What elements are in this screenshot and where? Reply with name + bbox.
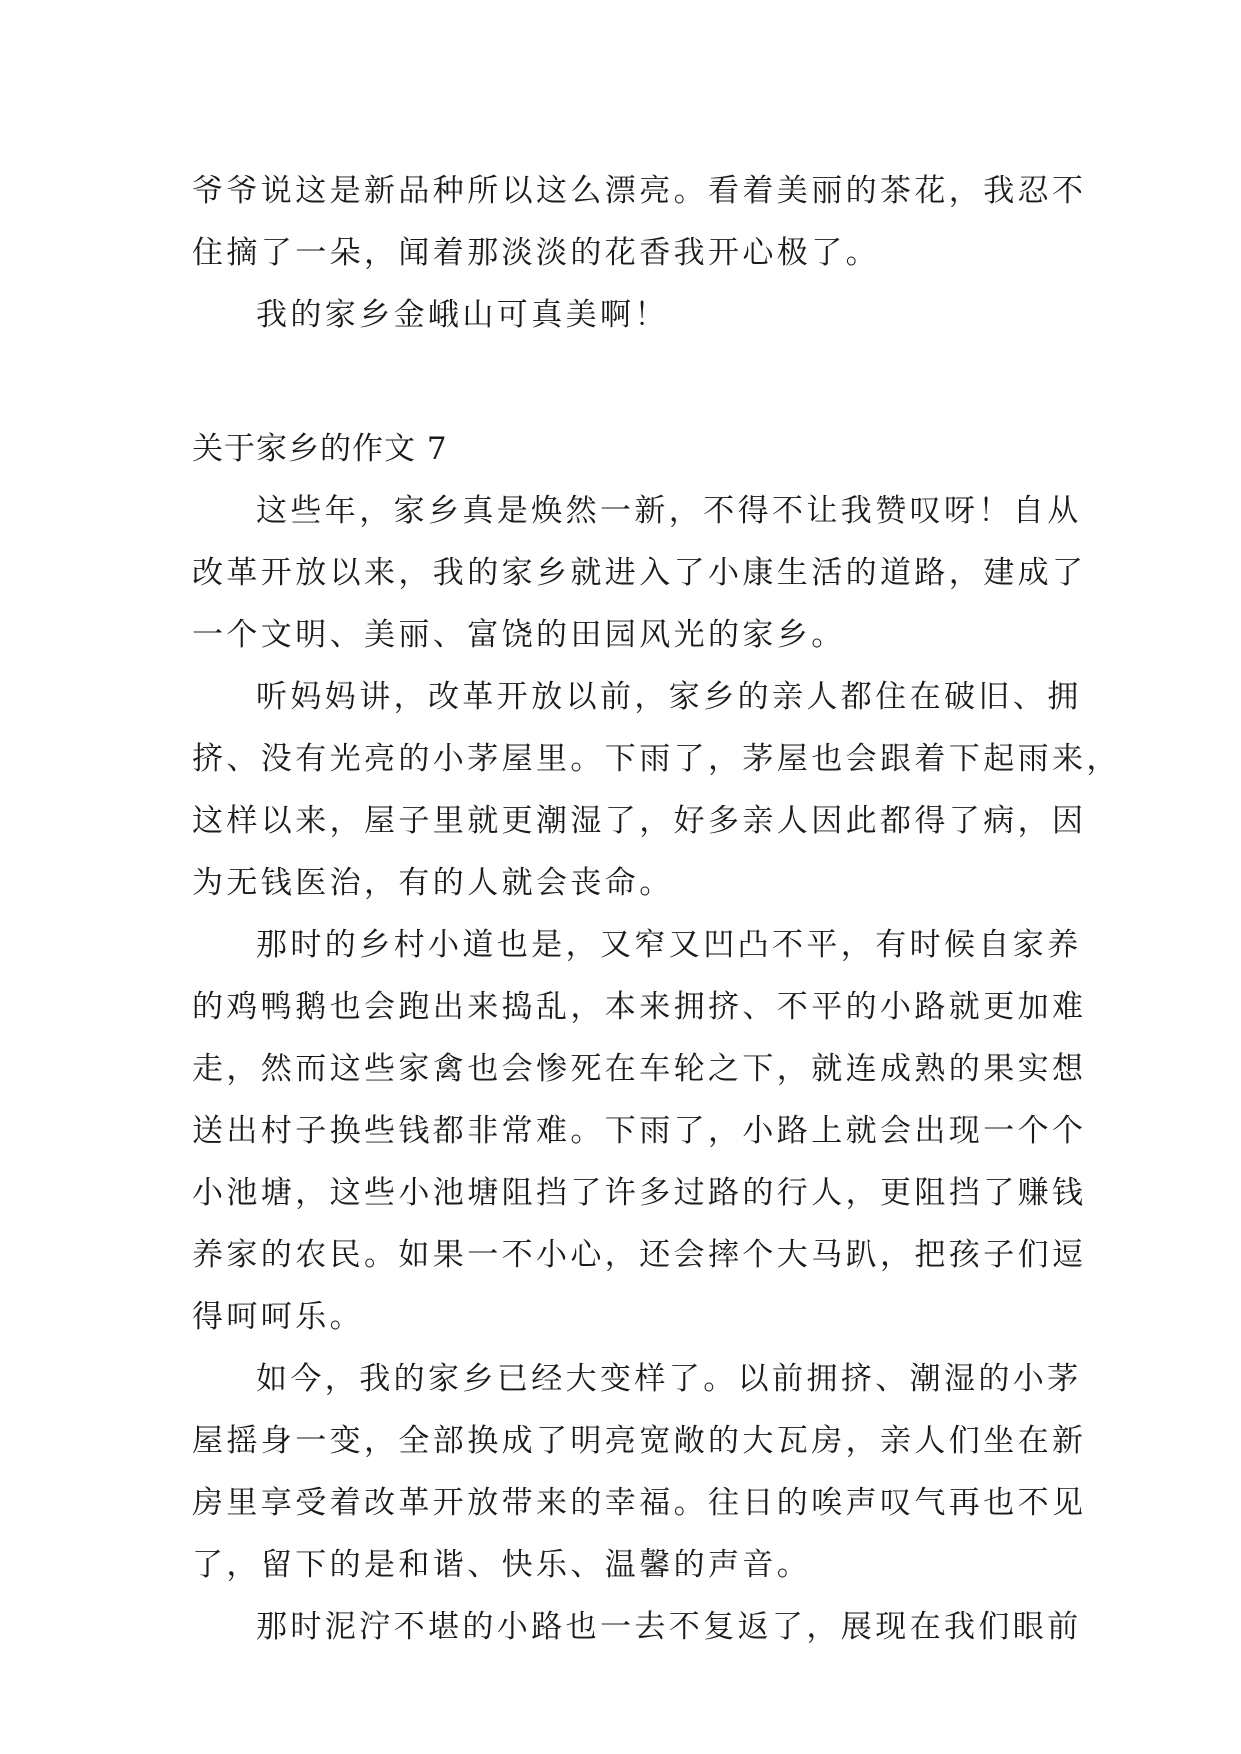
paragraph-4: [192, 1348, 1087, 1596]
closing-paragraph: [192, 284, 1052, 346]
text-line: 小池塘，这些小池塘阻挡了许多过路的行人，更阻挡了赚钱: [192, 1175, 1087, 1211]
text-line: 我的家乡金峨山可真美啊！: [256, 297, 669, 333]
text-line: 爷爷说这是新品种所以这么漂亮。看着美丽的茶花，我忍不: [192, 173, 1087, 209]
text-line: 房里享受着改革开放带来的幸福。往日的唉声叹气再也不见: [192, 1485, 1087, 1521]
section-spacer: [192, 346, 1052, 418]
paragraph-5: [192, 1596, 1082, 1658]
section-title: [192, 418, 1052, 480]
text-line: 得呵呵乐。: [192, 1299, 364, 1335]
text-line: 的鸡鸭鹅也会跑出来捣乱，本来拥挤、不平的小路就更加难: [192, 989, 1087, 1025]
text-line: 听妈妈讲，改革开放以前，家乡的亲人都住在破旧、拥: [256, 679, 1082, 715]
text-line: 挤、没有光亮的小茅屋里。下雨了，茅屋也会跟着下起雨来，: [192, 741, 1121, 777]
text-line: 走，然而这些家禽也会惨死在车轮之下，就连成熟的果实想: [192, 1051, 1087, 1087]
text-line: 那时泥泞不堪的小路也一去不复返了，展现在我们眼前: [256, 1609, 1082, 1645]
text-line: 为无钱医治，有的人就会丧命。: [192, 865, 674, 901]
text-line: 这些年，家乡真是焕然一新，不得不让我赞叹呀！自从: [256, 493, 1082, 529]
text-line: 一个文明、美丽、富饶的田园风光的家乡。: [192, 617, 846, 653]
text-line: 养家的农民。如果一不小心，还会摔个大马趴，把孩子们逗: [192, 1237, 1087, 1273]
text-line: 改革开放以来，我的家乡就进入了小康生活的道路，建成了: [192, 555, 1087, 591]
text-line: 送出村子换些钱都非常难。下雨了，小路上就会出现一个个: [192, 1113, 1087, 1149]
paragraph-1: [192, 480, 1087, 666]
text-line: 住摘了一朵，闻着那淡淡的花香我开心极了。: [192, 235, 880, 271]
text-line: 屋摇身一变，全部换成了明亮宽敞的大瓦房，亲人们坐在新: [192, 1423, 1087, 1459]
text-line: 这样以来，屋子里就更潮湿了，好多亲人因此都得了病，因: [192, 803, 1087, 839]
text-line: 了，留下的是和谐、快乐、温馨的声音。: [192, 1547, 812, 1583]
text-line: 那时的乡村小道也是，又窄又凹凸不平，有时候自家养: [256, 927, 1082, 963]
paragraph-2: [192, 666, 1121, 914]
text-line: 如今，我的家乡已经大变样了。以前拥挤、潮湿的小茅: [256, 1361, 1082, 1397]
paragraph-3: [192, 914, 1087, 1348]
intro-paragraph: [192, 160, 1087, 284]
section-heading: 关于家乡的作文 7: [192, 431, 448, 467]
document-body: [192, 160, 1121, 1658]
